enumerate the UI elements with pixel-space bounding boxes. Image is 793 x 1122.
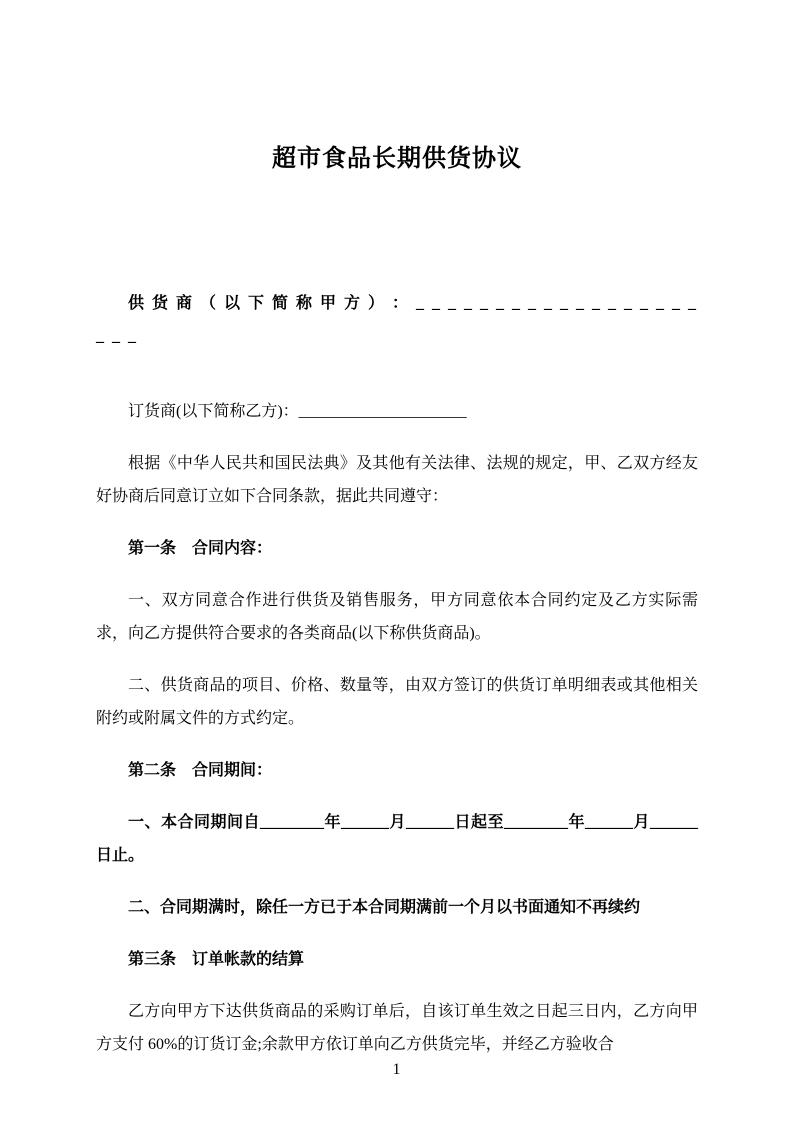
page-number: 1 [392, 1061, 401, 1078]
heading-article-1: 第一条 合同内容： [128, 540, 273, 557]
clause-2-1: 一、本合同期间自________年______月______日起至________年______月______日止。 [96, 814, 698, 864]
paragraph-party-a: 供 货 商 （ 以 下 简 称 甲 方 ） ： _ _ _ _ _ _ _ _ _ _ _ _ _ _ _ _ _ _ _ _ _ [96, 295, 699, 345]
clause-3-1: 乙方向甲方下达供货商品的采购订单后，自该订单生效之日起三日内，乙方向甲方支付 60%的订货订金;余款甲方依订单向乙方供货完毕，并经乙方验收合 [96, 1003, 698, 1053]
clause-2-2: 二、合同期满时，除任一方已于本合同期满前一个月以书面通知不再续约 [128, 899, 641, 916]
paragraph-party-b: 订货商(以下简称乙方)：_____________________ [128, 403, 467, 420]
heading-article-2: 第二条 合同期间： [128, 762, 273, 779]
paragraph-preamble: 根据《中华人民共和国民法典》及其他有关法律、法规的规定，甲、乙双方经友好协商后同意订立如下合同条款，据此共同遵守： [96, 455, 698, 505]
clause-1-2: 二、供货商品的项目、价格、数量等，由双方签订的供货订单明细表或其他相关附约或附属文件的方式约定。 [96, 677, 698, 727]
document-title: 超市食品长期供货协议 [272, 146, 522, 172]
clause-1-1: 一、双方同意合作进行供货及销售服务，甲方同意依本合同约定及乙方实际需求，向乙方提供符合要求的各类商品(以下称供货商品)。 [96, 592, 698, 642]
heading-article-3: 第三条 订单帐款的结算 [128, 951, 305, 968]
